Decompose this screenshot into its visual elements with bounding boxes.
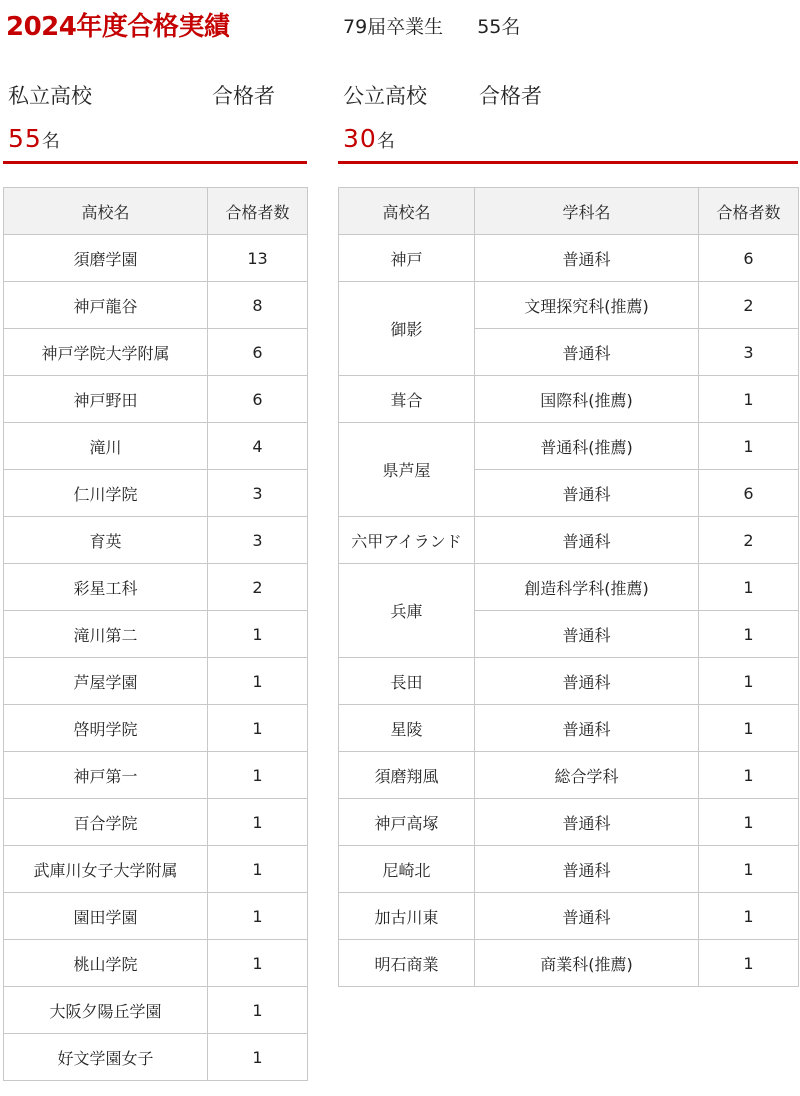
department-cell: 文理探究科(推薦) bbox=[475, 282, 699, 329]
table-header-row bbox=[339, 188, 799, 235]
table-row bbox=[4, 235, 308, 282]
table-row bbox=[4, 752, 308, 799]
table-row bbox=[339, 752, 799, 799]
table-row bbox=[4, 1034, 308, 1081]
passer-count-cell: 1 bbox=[699, 658, 799, 705]
table-row bbox=[4, 705, 308, 752]
table-row bbox=[4, 517, 308, 564]
department-cell: 普通科 bbox=[475, 658, 699, 705]
department-cell: 普通科 bbox=[475, 235, 699, 282]
department-cell: 普通科 bbox=[475, 799, 699, 846]
passer-count-cell: 2 bbox=[699, 282, 799, 329]
school-name-cell: 桃山学院 bbox=[4, 940, 208, 987]
department-cell: 普通科 bbox=[475, 517, 699, 564]
table-row bbox=[339, 893, 799, 940]
school-name-cell: 神戸龍谷 bbox=[4, 282, 208, 329]
school-name-cell: 県芦屋 bbox=[339, 423, 475, 517]
table-row bbox=[339, 799, 799, 846]
passer-count-cell: 2 bbox=[699, 517, 799, 564]
col-header-count: 合格者数 bbox=[208, 188, 308, 235]
school-name-cell: 神戸第一 bbox=[4, 752, 208, 799]
department-cell: 普通科 bbox=[475, 329, 699, 376]
school-name-cell: 加古川東 bbox=[339, 893, 475, 940]
passer-count-cell: 3 bbox=[208, 517, 308, 564]
school-name-cell: 大阪夕陽丘学園 bbox=[4, 987, 208, 1034]
public-heading: 公立高校 bbox=[343, 84, 427, 108]
passer-count-cell: 4 bbox=[208, 423, 308, 470]
table-row bbox=[339, 564, 799, 611]
public-passers-label: 合格者 bbox=[479, 84, 542, 108]
passer-count-cell: 1 bbox=[208, 1034, 308, 1081]
table-row bbox=[4, 799, 308, 846]
department-cell: 普通科 bbox=[475, 893, 699, 940]
table-row bbox=[4, 470, 308, 517]
table-row bbox=[4, 940, 308, 987]
school-name-cell: 滝川 bbox=[4, 423, 208, 470]
table-row bbox=[4, 611, 308, 658]
department-cell: 普通科 bbox=[475, 470, 699, 517]
graduates-count: 55名 bbox=[477, 16, 521, 38]
passer-count-cell: 1 bbox=[699, 752, 799, 799]
table-row bbox=[4, 658, 308, 705]
school-name-cell: 神戸 bbox=[339, 235, 475, 282]
school-name-cell: 神戸学院大学附属 bbox=[4, 329, 208, 376]
private-passers-label: 合格者 bbox=[212, 84, 275, 108]
table-row bbox=[4, 376, 308, 423]
department-cell: 普通科 bbox=[475, 846, 699, 893]
passer-count-cell: 1 bbox=[208, 987, 308, 1034]
private-total bbox=[8, 124, 60, 153]
department-cell: 商業科(推薦) bbox=[475, 940, 699, 987]
passer-count-cell: 6 bbox=[208, 329, 308, 376]
table-row bbox=[339, 423, 799, 470]
table-row bbox=[339, 376, 799, 423]
school-name-cell: 神戸高塚 bbox=[339, 799, 475, 846]
passer-count-cell: 1 bbox=[699, 940, 799, 987]
passer-count-cell: 1 bbox=[208, 940, 308, 987]
table-row bbox=[4, 329, 308, 376]
passer-count-cell: 1 bbox=[208, 893, 308, 940]
table-row bbox=[339, 517, 799, 564]
passer-count-cell: 1 bbox=[208, 658, 308, 705]
passer-count-cell: 1 bbox=[208, 611, 308, 658]
col-header-dept: 学科名 bbox=[475, 188, 699, 235]
table-row bbox=[339, 940, 799, 987]
school-name-cell: 須磨翔風 bbox=[339, 752, 475, 799]
school-name-cell: 明石商業 bbox=[339, 940, 475, 987]
public-schools-table bbox=[338, 187, 799, 987]
table-row bbox=[4, 423, 308, 470]
passer-count-cell: 1 bbox=[208, 846, 308, 893]
col-header-count: 合格者数 bbox=[699, 188, 799, 235]
school-name-cell: 好文学園女子 bbox=[4, 1034, 208, 1081]
passer-count-cell: 1 bbox=[699, 799, 799, 846]
school-name-cell: 武庫川女子大学附属 bbox=[4, 846, 208, 893]
passer-count-cell: 3 bbox=[208, 470, 308, 517]
table-row bbox=[339, 658, 799, 705]
private-schools-table bbox=[3, 187, 308, 1081]
school-name-cell: 百合学院 bbox=[4, 799, 208, 846]
private-total-unit: 名 bbox=[41, 131, 60, 152]
passer-count-cell: 1 bbox=[208, 752, 308, 799]
passer-count-cell: 6 bbox=[699, 235, 799, 282]
department-cell: 普通科 bbox=[475, 611, 699, 658]
school-name-cell: 御影 bbox=[339, 282, 475, 376]
department-cell: 国際科(推薦) bbox=[475, 376, 699, 423]
public-total-unit: 名 bbox=[376, 131, 395, 152]
school-name-cell: 兵庫 bbox=[339, 564, 475, 658]
passer-count-cell: 6 bbox=[699, 470, 799, 517]
passer-count-cell: 8 bbox=[208, 282, 308, 329]
school-name-cell: 園田学園 bbox=[4, 893, 208, 940]
department-cell: 普通科(推薦) bbox=[475, 423, 699, 470]
public-total bbox=[343, 124, 395, 153]
table-row bbox=[339, 282, 799, 329]
table-row bbox=[339, 705, 799, 752]
passer-count-cell: 1 bbox=[699, 423, 799, 470]
table-row bbox=[4, 564, 308, 611]
department-cell: 創造科学科(推薦) bbox=[475, 564, 699, 611]
table-row bbox=[4, 282, 308, 329]
school-name-cell: 葺合 bbox=[339, 376, 475, 423]
graduates-label: 79届卒業生 bbox=[343, 16, 444, 38]
passer-count-cell: 1 bbox=[208, 705, 308, 752]
school-name-cell: 育英 bbox=[4, 517, 208, 564]
private-heading: 私立高校 bbox=[8, 84, 92, 108]
school-name-cell: 芦屋学園 bbox=[4, 658, 208, 705]
public-divider bbox=[338, 161, 798, 164]
passer-count-cell: 1 bbox=[699, 564, 799, 611]
school-name-cell: 長田 bbox=[339, 658, 475, 705]
col-header-school: 高校名 bbox=[339, 188, 475, 235]
public-total-number: 30 bbox=[343, 124, 377, 153]
passer-count-cell: 1 bbox=[699, 705, 799, 752]
table-row bbox=[4, 846, 308, 893]
school-name-cell: 星陵 bbox=[339, 705, 475, 752]
school-name-cell: 神戸野田 bbox=[4, 376, 208, 423]
school-name-cell: 六甲アイランド bbox=[339, 517, 475, 564]
passer-count-cell: 1 bbox=[699, 846, 799, 893]
private-divider bbox=[3, 161, 307, 164]
passer-count-cell: 2 bbox=[208, 564, 308, 611]
table-row bbox=[339, 846, 799, 893]
passer-count-cell: 1 bbox=[699, 893, 799, 940]
passer-count-cell: 1 bbox=[208, 799, 308, 846]
table-row bbox=[339, 235, 799, 282]
passer-count-cell: 13 bbox=[208, 235, 308, 282]
page-title: 2024年度合格実績 bbox=[6, 12, 230, 42]
school-name-cell: 須磨学園 bbox=[4, 235, 208, 282]
school-name-cell: 啓明学院 bbox=[4, 705, 208, 752]
school-name-cell: 尼崎北 bbox=[339, 846, 475, 893]
graduates-info bbox=[343, 12, 520, 39]
table-header-row bbox=[4, 188, 308, 235]
department-cell: 総合学科 bbox=[475, 752, 699, 799]
passer-count-cell: 6 bbox=[208, 376, 308, 423]
table-row bbox=[4, 893, 308, 940]
table-row bbox=[4, 987, 308, 1034]
passer-count-cell: 1 bbox=[699, 376, 799, 423]
school-name-cell: 仁川学院 bbox=[4, 470, 208, 517]
department-cell: 普通科 bbox=[475, 705, 699, 752]
school-name-cell: 彩星工科 bbox=[4, 564, 208, 611]
passer-count-cell: 3 bbox=[699, 329, 799, 376]
col-header-school: 高校名 bbox=[4, 188, 208, 235]
passer-count-cell: 1 bbox=[699, 611, 799, 658]
school-name-cell: 滝川第二 bbox=[4, 611, 208, 658]
private-total-number: 55 bbox=[8, 124, 42, 153]
